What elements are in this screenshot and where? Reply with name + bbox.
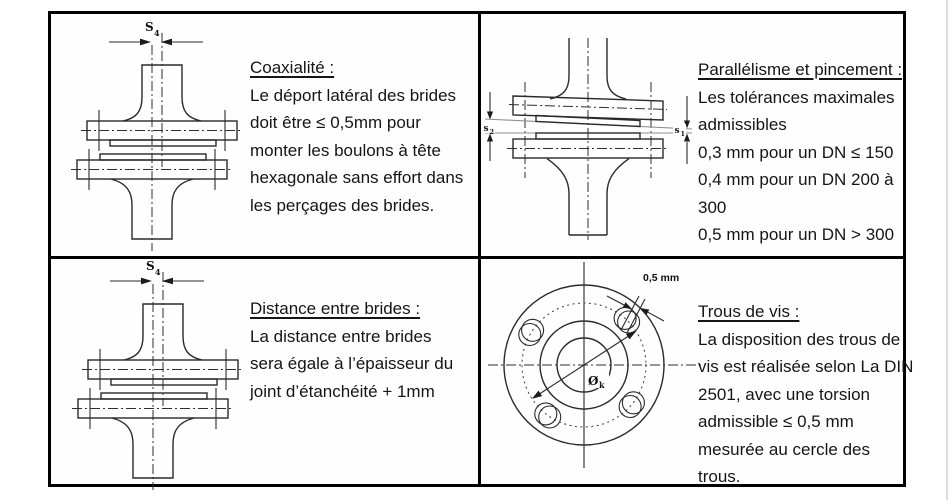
distance-title: Distance entre brides : [250, 299, 421, 318]
text-line: sera égale à l’épaisseur du [250, 354, 454, 373]
s1-dimension [673, 96, 690, 164]
text-line: La distance entre brides [250, 326, 432, 346]
s4-dimension [109, 20, 203, 45]
s2-dimension [482, 92, 495, 161]
centerlines [488, 262, 702, 468]
s4-label: S [146, 259, 155, 273]
s4-label-sub: 4 [154, 28, 160, 38]
s2-label-sub: 2 [489, 128, 495, 136]
text-line: 0,4 mm pour un DN 200 à [698, 170, 894, 189]
page-edge-line [946, 0, 948, 500]
s1-label: s [674, 126, 680, 136]
text-line: joint d’étanchéité + 1mm [250, 381, 435, 401]
text-line: hexagonale sans effort dans [250, 168, 464, 187]
flange-face-view-drawing [488, 260, 706, 475]
panel-parallelism [481, 14, 903, 259]
text-line: 2501, avec une torsion [698, 384, 871, 404]
coaxiality-title: Coaxialité : [250, 58, 335, 77]
panel-coaxiality [51, 14, 481, 259]
flange-side-view-distance-drawing [54, 254, 254, 494]
text-line: Le déport latéral des brides [250, 85, 457, 105]
text-line: La disposition des trous de [698, 329, 901, 349]
text-line: admissible ≤ 0,5 mm [698, 412, 854, 431]
text-line: mesurée au cercle des [698, 439, 870, 459]
diagram-frame [48, 11, 914, 487]
s4-label-sub: 4 [155, 267, 161, 277]
text-line: admissibles [698, 115, 787, 134]
bolt-holes-text [698, 298, 913, 491]
distance-text [250, 295, 453, 405]
bolt-marks [89, 110, 225, 190]
panel-bolt-holes [481, 259, 914, 486]
bolt-holes-title: Trous de vis : [698, 302, 800, 321]
s2-label: s [483, 124, 489, 134]
text-line: vis est réalisée selon La DIN [698, 357, 914, 376]
text-line: les perçages des brides. [250, 195, 435, 215]
text-line: doit être ≤ 0,5mm pour [250, 113, 421, 132]
centerlines [72, 272, 244, 490]
text-line: 0,3 mm pour un DN ≤ 150 [698, 142, 894, 162]
s4-dimension [110, 259, 204, 284]
offset-label: 0,5 mm [643, 272, 680, 284]
bolt-holes [519, 307, 645, 428]
text-line: 0,5 mm pour un DN > 300 [698, 225, 895, 244]
text-line: Les tolérances maximales [698, 87, 895, 107]
s4-label: S [145, 20, 154, 34]
s1-label-sub: 1 [680, 130, 686, 138]
flange-side-view-tilted-drawing [481, 30, 696, 245]
dk-label-sub: k [599, 380, 605, 390]
parallelism-text [698, 56, 902, 249]
dk-label: Ø [588, 374, 599, 388]
flange-side-view-offset-drawing [53, 15, 253, 255]
text-line: 300 [698, 197, 727, 217]
text-line: trous. [698, 467, 741, 486]
coaxiality-text [250, 54, 463, 219]
bolt-marks [90, 349, 226, 429]
parallelism-title: Parallélisme et pincement : [698, 60, 903, 79]
panel-distance [51, 259, 481, 484]
text-line: monter les boulons à tête [250, 140, 441, 160]
